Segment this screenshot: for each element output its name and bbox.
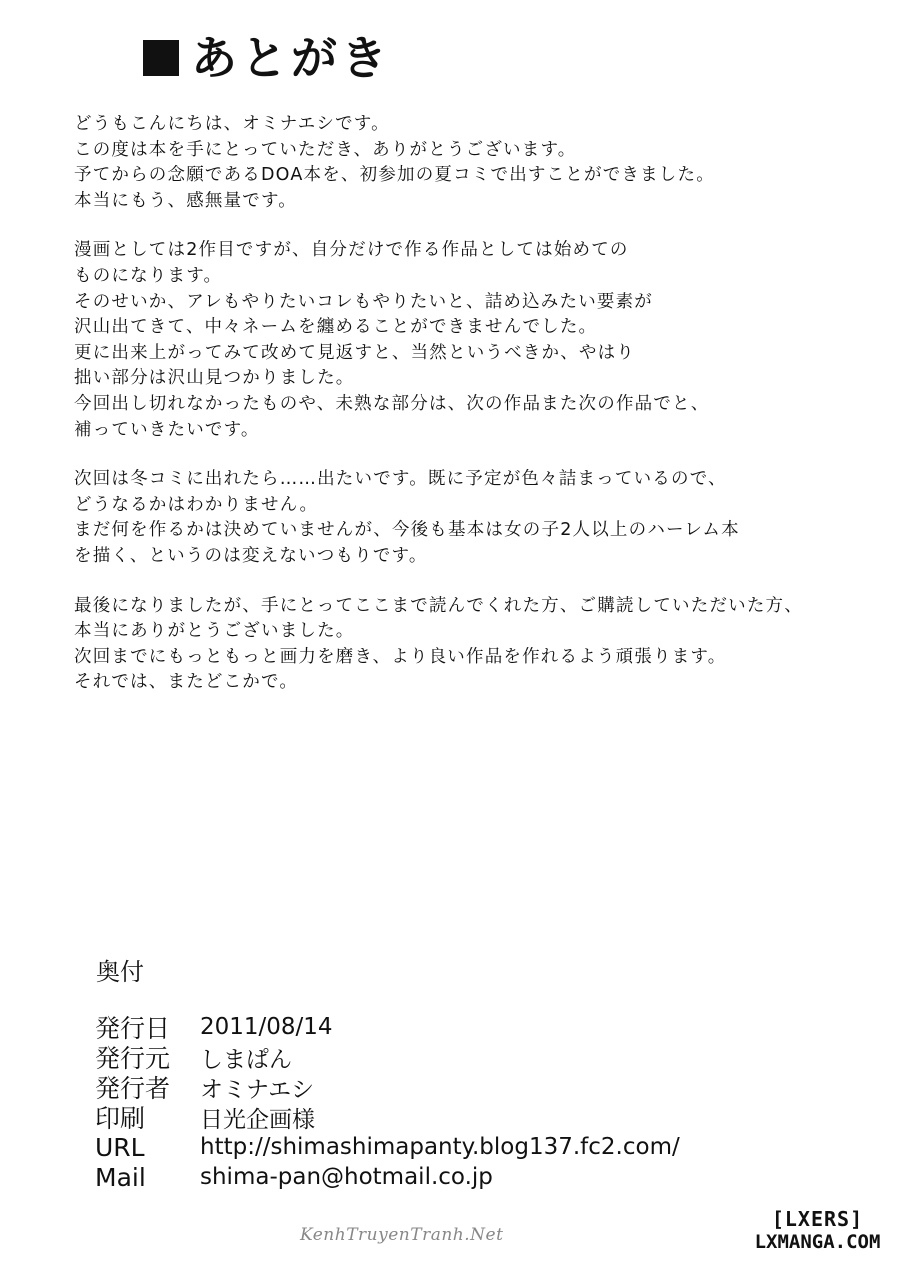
- text-line: 補っていきたいです。: [74, 419, 260, 440]
- site-badge: [745, 1207, 890, 1253]
- paragraph: [74, 467, 874, 569]
- text-line: 本当にありがとうございました。: [74, 621, 355, 642]
- text-line: どうもこんにちは、オミナエシです。: [74, 114, 390, 134]
- afterword-heading: [143, 28, 391, 88]
- email-link[interactable]: shima-pan@hotmail.co.jp: [200, 1164, 493, 1190]
- colophon-label: 印刷: [95, 1104, 146, 1133]
- colophon-value: しまぱん: [200, 1046, 292, 1073]
- paragraph: [74, 112, 874, 214]
- colophon-row-mail: [95, 1162, 680, 1192]
- badge-top-text: [LXERS]: [771, 1207, 864, 1231]
- text-line: そのせいか、アレもやりたいコレもやりたいと、詰め込みたい要素が: [74, 291, 653, 312]
- colophon-label: 発行元: [95, 1044, 171, 1073]
- text-line: 次回までにもっともっと画力を磨き、より良い作品を作れるよう頑張ります。: [74, 646, 727, 667]
- text-line: どうなるかはわかりません。: [74, 494, 319, 515]
- text-line: この度は本を手にとっていただき、ありがとうございます。: [74, 139, 577, 160]
- text-line: それでは、またどこかで。: [74, 672, 299, 693]
- text-line: ものになります。: [74, 265, 223, 286]
- text-line: 予てからの念願であるDOA本を、初参加の夏コミで出すことができました。: [74, 165, 715, 186]
- colophon-title: 奥付: [96, 958, 144, 986]
- afterword-title: あとがき: [191, 31, 391, 85]
- colophon-value: オミナエシ: [200, 1076, 315, 1103]
- text-line: 次回は冬コミに出れたら……出たいです。既に予定が色々詰まっているので、: [74, 469, 727, 490]
- paragraph: [74, 594, 874, 696]
- text-line: 更に出来上がってみて改めて見返すと、当然というべきか、やはり: [74, 342, 635, 363]
- text-line: 沢山出てきて、中々ネームを纏めることができませんでした。: [74, 317, 598, 338]
- text-line: 本当にもう、感無量です。: [74, 190, 297, 211]
- colophon-table: [95, 1012, 680, 1192]
- afterword-body: [74, 112, 874, 720]
- colophon-value: 2011/08/14: [200, 1014, 333, 1040]
- cursive-watermark: KenhTruyenTranh.Net: [300, 1225, 504, 1245]
- colophon-value: 日光企画様: [200, 1106, 315, 1133]
- text-line: 拙い部分は沢山見つかりました。: [74, 368, 355, 389]
- text-line: 漫画としては2作目ですが、自分だけで作る作品としては始めての: [74, 240, 629, 261]
- text-line: を描く、というのは変えないつもりです。: [74, 545, 428, 566]
- colophon-label: URL: [95, 1132, 145, 1162]
- colophon-row-url: [95, 1132, 680, 1162]
- badge-bottom-text: LXMANGA.COM: [754, 1231, 881, 1253]
- colophon-label: Mail: [95, 1162, 146, 1192]
- colophon-label: 発行日: [95, 1014, 171, 1043]
- square-bullet-icon: [143, 40, 179, 76]
- paragraph: [74, 238, 874, 443]
- colophon-label: 発行者: [95, 1074, 171, 1103]
- colophon-row-printer: [95, 1102, 680, 1132]
- text-line: 今回出し切れなかったものや、未熟な部分は、次の作品また次の作品でと、: [74, 393, 710, 414]
- colophon-row-date: [95, 1012, 680, 1042]
- text-line: 最後になりましたが、手にとってここまで読んでくれた方、ご購読していただいた方、: [74, 595, 803, 616]
- text-line: まだ何を作るかは決めていませんが、今後も基本は女の子2人以上のハーレム本: [74, 520, 740, 541]
- colophon-row-publisher: [95, 1042, 680, 1072]
- colophon-row-author: [95, 1072, 680, 1102]
- url-link[interactable]: http://shimashimapanty.blog137.fc2.com/: [200, 1134, 680, 1160]
